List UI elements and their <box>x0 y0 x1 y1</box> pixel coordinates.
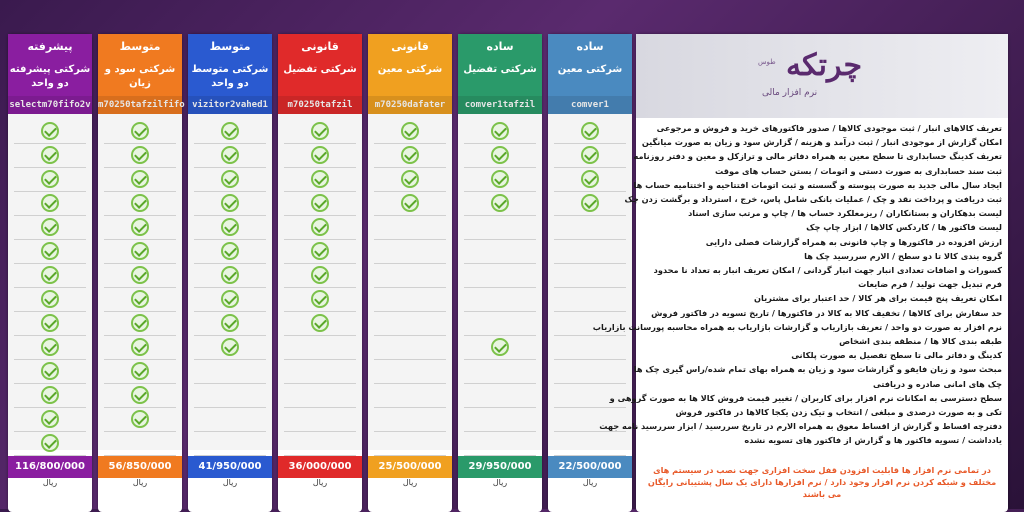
check-icon <box>41 290 59 308</box>
logo-tag: طوس <box>758 58 776 66</box>
check-icon <box>41 146 59 164</box>
row-divider <box>14 431 86 432</box>
feature-item: امکان گزارش از موجودی انبار / ثبت درآمد و هزینه / گزارش سود و زیان به صورت میانگین <box>641 137 1002 148</box>
feature-item: ارزش افزوده در فاکتورها و چاپ قانونی به همراه گزارشات فصلی دارایی <box>705 236 1002 247</box>
feature-item: فرم تبدیل جهت تولید / فرم ضایعات <box>858 279 1002 290</box>
plan-currency: ریال <box>132 478 148 487</box>
feature-item: تعریف کدینگ حسابداری تا سطح معین به همراه دفاتر مالی و ترازکل و معین و دفتر روزنامه <box>633 151 1002 162</box>
row-divider <box>284 335 356 336</box>
row-divider <box>14 167 86 168</box>
row-divider <box>194 191 266 192</box>
row-divider <box>104 287 176 288</box>
row-divider <box>104 191 176 192</box>
row-divider <box>284 311 356 312</box>
check-icon <box>221 266 239 284</box>
plan-subtitle: شرکتی معین <box>368 60 452 96</box>
plan-column-adv <box>8 34 92 512</box>
row-divider <box>14 239 86 240</box>
row-divider <box>374 311 446 312</box>
row-divider <box>284 263 356 264</box>
row-divider <box>104 335 176 336</box>
row-divider <box>464 215 536 216</box>
plan-code: selectm70fifo2v <box>8 96 92 114</box>
check-icon <box>221 146 239 164</box>
row-divider <box>194 311 266 312</box>
check-icon <box>131 170 149 188</box>
row-divider <box>284 215 356 216</box>
row-divider <box>194 215 266 216</box>
plan-title: ساده <box>458 34 542 60</box>
plan-code: comver1 <box>548 96 632 114</box>
check-icon <box>41 218 59 236</box>
check-icon <box>41 266 59 284</box>
check-icon <box>41 338 59 356</box>
row-divider <box>374 431 446 432</box>
feature-item: کدینگ و دفاتر مالی تا سطح تفصیل به صورت پلکانی <box>791 350 1002 361</box>
row-divider <box>14 311 86 312</box>
check-icon <box>221 338 239 356</box>
plan-currency: ریال <box>492 478 508 487</box>
plan-price: 56/850/000 <box>98 456 182 478</box>
check-icon <box>131 386 149 404</box>
feature-list <box>592 122 1002 452</box>
row-divider <box>374 191 446 192</box>
row-divider <box>554 215 626 216</box>
check-icon <box>311 314 329 332</box>
row-divider <box>554 167 626 168</box>
feature-item: ایجاد سال مالی جدید به صورت پیوسته و گسسته و ثبت اتومات افتتاحیه و اختتامیه حساب ها <box>633 179 1002 190</box>
plan-title: متوسط <box>98 34 182 60</box>
check-icon <box>491 146 509 164</box>
feature-item: لیست فاکتور ها / کاردکس کالاها / ابزار چاپ چک <box>806 222 1002 233</box>
check-icon <box>581 122 599 140</box>
row-divider <box>284 407 356 408</box>
plan-currency: ریال <box>582 478 598 487</box>
row-divider <box>464 287 536 288</box>
row-divider <box>284 143 356 144</box>
check-icon <box>311 194 329 212</box>
plan-price: 29/950/000 <box>458 456 542 478</box>
check-icon <box>131 410 149 428</box>
row-divider <box>14 335 86 336</box>
check-icon <box>221 194 239 212</box>
plan-subtitle: شرکتی تفضیل <box>458 60 542 96</box>
check-icon <box>221 242 239 260</box>
plan-column-mid2 <box>188 34 272 512</box>
row-divider <box>14 407 86 408</box>
row-divider <box>554 359 626 360</box>
row-divider <box>284 167 356 168</box>
plan-code: comver1tafzil <box>458 96 542 114</box>
check-icon <box>41 362 59 380</box>
plan-price: 36/000/000 <box>278 456 362 478</box>
row-divider <box>104 143 176 144</box>
plan-title: ساده <box>548 34 632 60</box>
row-divider <box>554 143 626 144</box>
plan-title: متوسط <box>188 34 272 60</box>
plan-subtitle: شرکتی تفضیل <box>278 60 362 96</box>
plan-subtitle: شرکتی سود و زیان <box>98 60 182 96</box>
check-icon <box>131 242 149 260</box>
plan-checks <box>98 114 182 450</box>
row-divider <box>284 359 356 360</box>
plan-price: 22/500/000 <box>548 456 632 478</box>
plan-checks <box>8 114 92 450</box>
row-divider <box>284 239 356 240</box>
row-divider <box>374 239 446 240</box>
row-divider <box>194 335 266 336</box>
plan-price: 41/950/000 <box>188 456 272 478</box>
row-divider <box>464 407 536 408</box>
plan-column-leg2 <box>368 34 452 512</box>
row-divider <box>194 263 266 264</box>
row-divider <box>194 239 266 240</box>
row-divider <box>284 191 356 192</box>
feature-item: ثبت سند حسابداری به صورت دستی و اتومات / بستن حساب های موقت <box>714 165 1002 176</box>
row-divider <box>104 215 176 216</box>
row-divider <box>104 311 176 312</box>
row-divider <box>464 383 536 384</box>
row-divider <box>104 167 176 168</box>
check-icon <box>311 218 329 236</box>
check-icon <box>491 170 509 188</box>
check-icon <box>401 194 419 212</box>
row-divider <box>194 431 266 432</box>
check-icon <box>491 122 509 140</box>
feature-item: تعریف کالاهای انبار / ثبت موجودی کالاها / صدور فاکتورهای خرید و فروش و مرجوعی <box>656 123 1002 133</box>
row-divider <box>194 407 266 408</box>
row-divider <box>194 143 266 144</box>
check-icon <box>581 194 599 212</box>
row-divider <box>464 311 536 312</box>
row-divider <box>104 383 176 384</box>
row-divider <box>284 383 356 384</box>
pricing-table <box>0 28 1024 498</box>
plan-subtitle: شرکتی متوسط دو واحد <box>188 60 272 96</box>
row-divider <box>464 239 536 240</box>
check-icon <box>311 122 329 140</box>
row-divider <box>14 143 86 144</box>
plan-code: vizitor2vahed1 <box>188 96 272 114</box>
row-divider <box>194 359 266 360</box>
row-divider <box>374 263 446 264</box>
plan-column-leg1 <box>278 34 362 512</box>
plan-code: m70250tafzil <box>278 96 362 114</box>
check-icon <box>491 194 509 212</box>
check-icon <box>131 314 149 332</box>
plan-currency: ریال <box>222 478 238 487</box>
row-divider <box>554 383 626 384</box>
plan-currency: ریال <box>312 478 328 487</box>
row-divider <box>554 263 626 264</box>
check-icon <box>41 170 59 188</box>
feature-item: امکان تعریف پنج قیمت برای هر کالا / حد اعتبار برای مشتریان <box>754 293 1002 304</box>
plan-checks <box>188 114 272 450</box>
plan-subtitle: شرکتی معین <box>548 60 632 96</box>
check-icon <box>401 170 419 188</box>
check-icon <box>491 338 509 356</box>
check-icon <box>401 146 419 164</box>
plan-checks <box>368 114 452 450</box>
row-divider <box>374 407 446 408</box>
row-divider <box>104 263 176 264</box>
check-icon <box>311 266 329 284</box>
row-divider <box>14 359 86 360</box>
row-divider <box>374 167 446 168</box>
plan-checks <box>278 114 362 450</box>
row-divider <box>284 287 356 288</box>
plan-code: m70250tafzilfifo <box>98 96 182 114</box>
row-divider <box>554 287 626 288</box>
check-icon <box>221 290 239 308</box>
check-icon <box>311 170 329 188</box>
row-divider <box>464 359 536 360</box>
feature-item: یادداشت / تسویه فاکتور ها و گزارش از فاکتور های تسویه نشده <box>744 435 1002 446</box>
feature-item: کسورات و اضافات تعدادی انبار جهت انبار گردانی / امکان تعریف انبار به تعداد نا محدود <box>653 265 1002 275</box>
check-icon <box>581 146 599 164</box>
row-divider <box>374 335 446 336</box>
row-divider <box>374 359 446 360</box>
row-divider <box>104 431 176 432</box>
row-divider <box>194 287 266 288</box>
row-divider <box>104 239 176 240</box>
row-divider <box>464 191 536 192</box>
row-divider <box>374 143 446 144</box>
plan-title: پیشرفته <box>8 34 92 60</box>
row-divider <box>14 263 86 264</box>
check-icon <box>221 218 239 236</box>
logo-title: چرتکه <box>786 48 863 83</box>
row-divider <box>464 263 536 264</box>
features-panel <box>592 34 1008 512</box>
plan-title: قانونی <box>368 34 452 60</box>
feature-item: دفترچه اقساط و گزارش از اقساط معوق به همراه الارم در تاریخ سررسید / ابزار سررسید نامه جهت <box>599 421 1002 432</box>
plan-title: قانونی <box>278 34 362 60</box>
plan-currency: ریال <box>42 478 58 487</box>
check-icon <box>131 194 149 212</box>
feature-item: تکی و به صورت درصدی و مبلغی / انتخاب و تیک زدن یکجا کالاها در فاکتور فروش <box>675 407 1002 417</box>
plan-price: 116/800/000 <box>8 456 92 478</box>
plan-subtitle: شرکتی پیشرفته دو واحد <box>8 60 92 96</box>
plan-checks <box>458 114 542 450</box>
row-divider <box>374 383 446 384</box>
check-icon <box>41 242 59 260</box>
row-divider <box>284 431 356 432</box>
check-icon <box>131 218 149 236</box>
footnote: در تمامی نرم افزار ها قابلیت افزودن قفل سخت افزاری جهت نصب در سیستم های مختلف و شبکه کردن نرم افزار وجود دارد / نرم افزارها دارای یک سال پشتیبانی رایگان می باشند <box>647 465 997 499</box>
feature-item: مبحث سود و زیان فایفو و گزارشات سود و زیان به همراه بهای تمام شده/راس گیری چک ها <box>633 364 1002 375</box>
row-divider <box>14 287 86 288</box>
plan-column-sim2 <box>548 34 632 512</box>
check-icon <box>401 122 419 140</box>
row-divider <box>554 239 626 240</box>
check-icon <box>311 146 329 164</box>
row-divider <box>14 383 86 384</box>
plan-currency: ریال <box>402 478 418 487</box>
plan-code: m70250dafater <box>368 96 452 114</box>
row-divider <box>464 431 536 432</box>
check-icon <box>131 362 149 380</box>
row-divider <box>554 335 626 336</box>
check-icon <box>131 146 149 164</box>
plan-column-sim1 <box>458 34 542 512</box>
check-icon <box>311 242 329 260</box>
row-divider <box>104 407 176 408</box>
check-icon <box>131 266 149 284</box>
row-divider <box>14 215 86 216</box>
check-icon <box>131 338 149 356</box>
feature-item: نرم افزار به صورت دو واحد / تعریف بازاریاب و گزارشات بازاریاب به همراه محاسبه پورسانت بازاریاب <box>592 321 1002 332</box>
feature-item: حد سفارش برای کالاها / تخفیف کالا به کالا در فاکتورها / تاریخ تسویه در فاکتور فروش <box>651 307 1002 318</box>
row-divider <box>374 287 446 288</box>
logo-subtitle: نرم افزار مالی <box>762 88 818 98</box>
row-divider <box>464 143 536 144</box>
row-divider <box>14 191 86 192</box>
check-icon <box>311 290 329 308</box>
row-divider <box>374 215 446 216</box>
row-divider <box>194 383 266 384</box>
row-divider <box>554 311 626 312</box>
check-icon <box>41 434 59 452</box>
row-divider <box>554 407 626 408</box>
feature-item: چک های امانی صادره و دریافتی <box>873 378 1002 389</box>
row-divider <box>464 167 536 168</box>
feature-item: طبقه بندی کالا ها / منطقه بندی اشخاص <box>839 336 1002 346</box>
check-icon <box>221 122 239 140</box>
check-icon <box>221 170 239 188</box>
row-divider <box>194 167 266 168</box>
row-divider <box>464 335 536 336</box>
feature-item: گروه بندی کالا تا دو سطح / الارم سررسید چک ها <box>804 250 1002 261</box>
row-divider <box>104 359 176 360</box>
check-icon <box>221 314 239 332</box>
row-divider <box>554 191 626 192</box>
feature-item: لیست بدهکاران و بستانکاران / ریزمعلکرد حساب ها / چاپ و مرتب سازی اسناد <box>688 208 1002 219</box>
check-icon <box>41 410 59 428</box>
check-icon <box>131 122 149 140</box>
logo-area <box>636 34 1008 118</box>
check-icon <box>41 122 59 140</box>
feature-item: ثبت دریافت و پرداخت نقد و چک / عملیات بانکی شامل پاس، خرج ، استرداد و برگشت زدن چک <box>624 194 1002 204</box>
check-icon <box>41 314 59 332</box>
check-icon <box>581 170 599 188</box>
feature-item: سطح دسترسی به امکانات نرم افزار برای کاربران / تغییر قیمت فروش کالا ها به صورت گروهی و <box>609 392 1002 403</box>
check-icon <box>41 194 59 212</box>
check-icon <box>41 386 59 404</box>
plan-column-mid1 <box>98 34 185 512</box>
check-icon <box>131 290 149 308</box>
plan-price: 25/500/000 <box>368 456 452 478</box>
